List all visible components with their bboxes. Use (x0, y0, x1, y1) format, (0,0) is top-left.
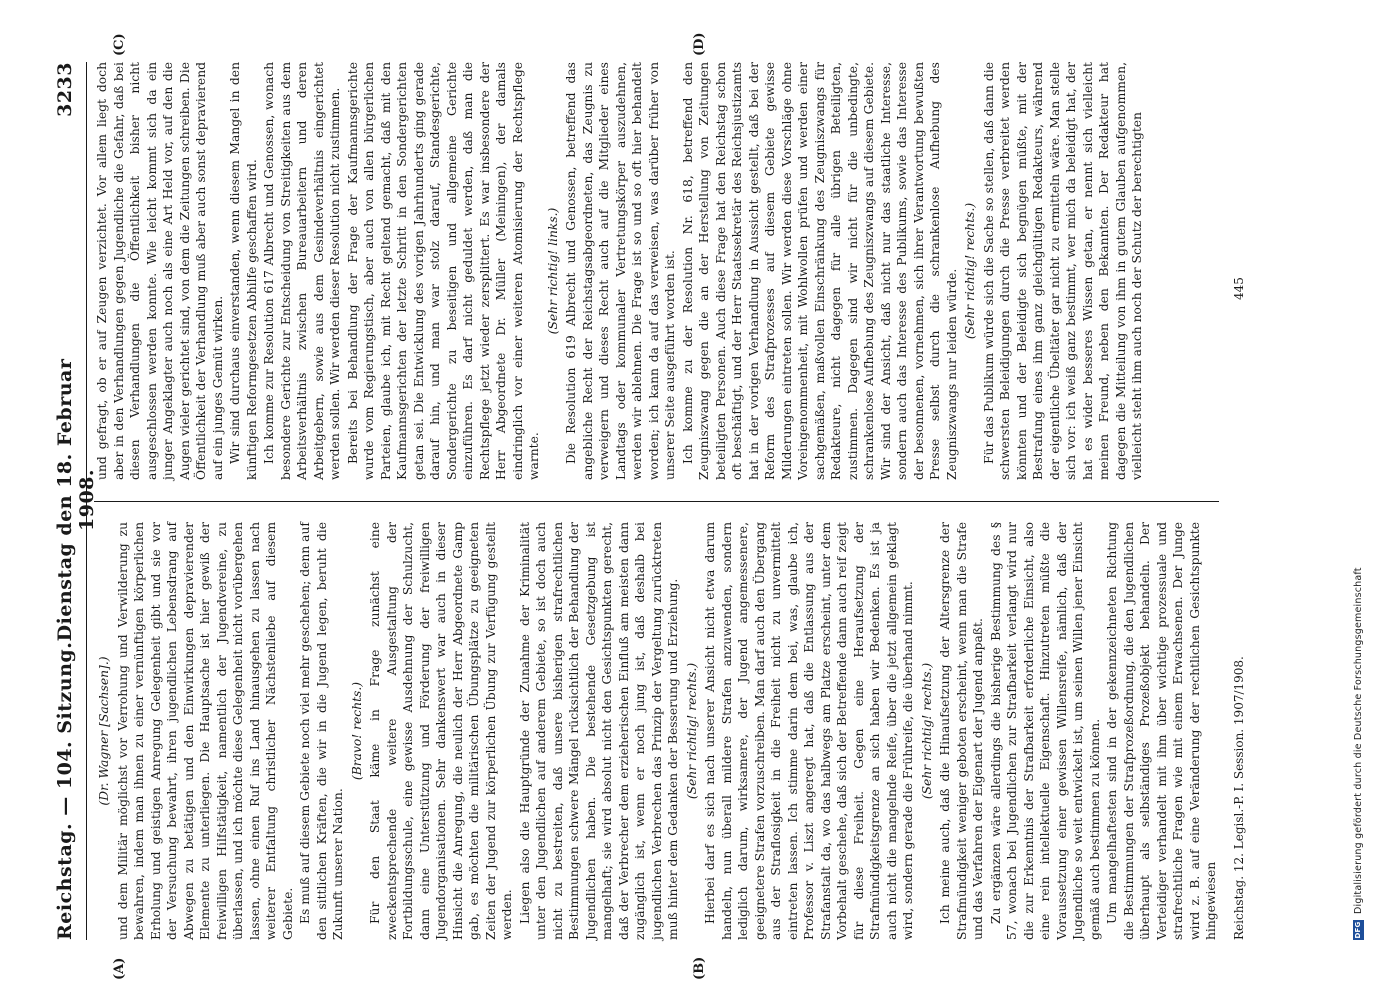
paragraph: Für das Publikum würde sich die Sache so stellen, daß dann die schwersten Beleidigungen durch die Presse verbreitet werden könnten und der Beleidigte sich begnügen müßte, mit der Bestrafung eines ihm ganz gleichgültigen Redakteurs, während der eigentliche Übeltäter gar nicht zu ermitteln wäre. Man stelle sich vor: ich weiß ganz bestimmt, wer mich da beleidigt hat, der hat es wider besseres Wissen getan, er nennt sich vielleicht meinen Freund, neben den Bekannten. Der Redakteur hat dagegen die Mitteilung von ihm in gutem Glauben aufgenommen, vielleicht steht ihm auch noch der Schutz der berechtigten (981, 62, 1144, 480)
margin-mark-a: (A) (112, 957, 127, 980)
paragraph: Hierbei darf es sich nach unserer Ansicht nicht etwa darum handeln, nun überall mildere Strafen anzuwenden, sondern lediglich darum, wirksamere, der Jugend angemessenere, geeignetere Strafen vorzuschreiben. Man darf auch den Übergang aus der Straflosigkeit in die Freiheit nicht zu unvermittelt eintreten lassen. Ich stimme darin dem bei, was, glaube ich, Professor v. Liszt angeregt hat, daß die Entlassung aus der Strafanstalt da, wo das halbwegs am Platze erscheint, unter dem Vorbehalt geschehe, daß sich der Betreffende dann auch reif zeigt für diese Freiheit. Gegen eine Heraufsetzung der Strafmündigkeitsgrenze an sich haben wir Bedenken. Es ist ja auch nicht die mangelnde Reife, über die jetzt allgemein geklagt wird, sondern gerade die Frühreife, die überhand nimmt. (703, 522, 915, 940)
remark: (Sehr richtig! links.) (545, 207, 560, 335)
header-rule (86, 62, 87, 940)
digitization-text: Digitalisierung gefördert durch die Deutsche Forschungsgemeinschaft (1353, 567, 1364, 914)
right-column (94, 62, 1147, 480)
paragraph: Die Resolution 619 Albrecht und Genossen, betreffend das angebliche Recht der Reichstagsabgeordneten, das Zeugnis zu verweigern und dieses Recht auch auf die Mitglieder eines Landtags oder kommunaler Vertretungskörper auszudehnen, werden wir ablehnen. Die Frage ist so und so oft hier behandelt worden; ich kann da auf das verweisen, was darüber früher von unserer Seite ausgeführt worden ist. (564, 62, 677, 480)
paragraph: Ich komme zu der Resolution Nr. 618, betreffend den Zeugniszwang gegen die an der Herstellung von Zeitungen beteiligten Personen. Auch diese Frage hat den Reichstag schon oft beschäftigt, und der Herr Staatssekretär des Reichsjustizamts hat in der vorigen Verhandlung in Aussicht gestellt, daß bei der Reform des Strafprozesses auf diesem Gebiete gewisse Milderungen eintreten sollen. Wir werden diese Vorschläge ohne Voreingenommenheit, mit Wohlwollen prüfen und werden einer sachgemäßen, maßvollen Einschränkung des Zeugniszwangs für Redakteure, nicht dagegen für alle übrigen Beteiligten, zustimmen. Dagegen sind wir nicht für die unbedingte, schrankenlose Aufhebung des Zeugniszwangs auf diesem Gebiete. Wir sind der Ansicht, daß nicht nur das staatliche Interesse, sondern auch das Interesse des Publikums, sowie das Interesse der besonnenen, vornehmen, sich ihrer Verantwortung bewußten Presse selbst durch die schrankenlose Aufhebung des Zeugniszwangs nur leiden würde. (680, 62, 959, 480)
remark: (Sehr richtig! rechts.) (919, 662, 934, 800)
paragraph: Liegen also die Hauptgründe der Zunahme der Kriminalität unter den Jugendlichen auf anderem Gebiete, so ist doch auch nicht zu bestreiten, daß unsere bisherigen strafrechtlichen Bestimmungen schwere Mängel rücksichtlich der Behandlung der Jugendlichen haben. Die bestehende Gesetzgebung ist mangelhaft; sie wird absolut nicht den Gesichtspunkten gerecht, daß der Verbrecher dem erzieherischen Einfluß am meisten dann zugänglich ist, wenn er noch jung ist, daß deshalb bei jugendlichen Verbrechen das Prinzip der Vergeltung zurücktreten muß hinter dem Gedanken der Besserung und Erziehung. (517, 522, 680, 940)
page-title: Reichstag. — 104. Sitzung. (54, 641, 76, 940)
dfg-logo: DFG (1354, 921, 1362, 939)
document-sheet (52, 32, 1292, 980)
signature-mark: 445 (1232, 277, 1246, 300)
digitization-note (1353, 60, 1364, 940)
column-divider (94, 501, 1219, 502)
footer-left: Reichstag. 12. Legisl.-P. I. Session. 1907/1908. (1232, 656, 1246, 940)
page-number: 3233 (54, 62, 76, 117)
page-date: Dienstag den 18. Februar 1908. (54, 358, 98, 642)
speaker-label: (Dr. Wagner [Sachsen].) (97, 656, 111, 806)
paragraph: Zu ergänzen wäre allerdings die bisherige Bestimmung des § 57, wonach bei Jugendlichen zur Strafbarkeit verlangt wird nur die zur Erkenntnis der Strafbarkeit erforderliche Einsicht, also eine rein intellektuelle Eigenschaft. Hinzutreten müßte die Voraussetzung einer gewissen Willensreife, nämlich, daß der Jugendliche so weit entwickelt ist, um seinen Willen jener Einsicht gemäß auch bestimmen zu können. (988, 522, 1102, 940)
paragraph: Ich meine auch, daß die Hinaufsetzung der Altersgrenze der Strafmündigkeit weniger geboten erscheint, wenn man die Strafe und das Verfahren der Eigenart der Jugend anpaßt. (938, 522, 985, 940)
paragraph: Bereits bei Behandlung der Frage der Kaufmannsgerichte wurde vom Regierungstisch, aber auch von allen bürgerlichen Parteien, glaube ich, mit Recht geltend gemacht, daß mit den Kaufmannsgerichten der letzte Schritt in den Sondergerichten getan sei. Die Entwicklung des vorigen Jahrhunderts ging gerade darauf hin, und man war stolz darauf, Standesgerichte, Sondergerichte zu beseitigen und allgemeine Gerichte einzuführen. Es darf nicht geduldet werden, daß man die Rechtspflege jetzt wieder zersplittert. Es war insbesondere der Herr Abgeordnete Dr. Müller (Meiningen), der damals eindringlich vor einer weiteren Atomisierung der Rechtspflege warnte. (345, 62, 541, 480)
paragraph: Wir sind durchaus einverstanden, wenn diesem Mangel in den künftigen Reformgesetzen Abhilfe geschaffen wird. (228, 62, 259, 480)
remark: (Bravo! rechts.) (349, 681, 364, 781)
margin-mark-d: (D) (692, 32, 707, 56)
paragraph: Um mangelhaftesten sind in der gekennzeichneten Richtung die Bestimmungen der Strafprozeßordnung, die den Jugendlichen überhaupt als selbständiges Prozeßobjekt behandeln. Der Verteidiger verhandelt mit ihm über wichtige prozessuale und strafrechtliche Fragen wie mit einem Erwachsenen. Der Junge wird z. B. auf eine Veränderung der rechtlichen Gesichtspunkte hingewiesen (1105, 522, 1218, 940)
paragraph: und dem Militär möglichst vor Verrohung und Verwilderung zu bewahren, indem man ihnen zu einer vernünftigen körperlichen Erholung und geistigen Anregung Gelegenheit gibt und sie vor der Versuchung bewahrt, ihren jugendlichen Lebensdrang auf Abwegen zu betätigen und den Einwirkungen depravierender Elemente zu unterliegen. Die Hauptsache ist hier gewiß der freiwilligen Hilfstätigkeit, namentlich der Jugendvereine, zu überlassen, und ich möchte diese Gelegenheit nicht vorübergehen lassen, ohne einen Ruf ins Land hinausgehen zu lassen nach weiterer Entfaltung christlicher Nächstenliebe auf diesem Gebiete. (115, 522, 295, 940)
running-head (52, 62, 98, 940)
margin-mark-b: (B) (692, 956, 707, 980)
remark: (Sehr richtig! rechts.) (963, 202, 977, 340)
remark: (Sehr richtig! rechts.) (684, 662, 699, 800)
paragraph: und gefragt, ob er auf Zeugen verzichtet. Vor allem liegt doch aber in den Verhandlungen gegen Jugendliche die Gefahr, daß bei diesen Verhandlungen die Öffentlichkeit bisher nicht ausgeschlossen werden konnte. Wie leicht kommt sich da ein junger Angeklagter auch noch als eine Art Held vor, auf den die Augen vieler gerichtet sind, von dem die Zeitungen schreiben. Die Öffentlichkeit der Verhandlung muß aber auch sonst depravierend auf ein junges Gemüt wirken. (95, 62, 225, 480)
paragraph: Ich komme zur Resolution 617 Albrecht und Genossen, wonach besondere Gerichte zur Entscheidung von Streitigkeiten aus dem Arbeitsverhältnis zwischen Bureauarbeitern und deren Arbeitgebern, sowie aus dem Gesindeverhältnis eingerichtet werden sollen. Wir werden dieser Resolution nicht zustimmen. (262, 62, 342, 480)
left-column (94, 522, 1221, 940)
margin-mark-c: (C) (112, 33, 127, 56)
paragraph: Für den Staat käme in Frage zunächst eine zweckentsprechende weitere Ausgestaltung der Fortbildungsschule, eine gewisse Ausdehnung der Schulzucht, dann eine Unterstützung und Förderung der freiwilligen Jugendorganisationen. Sehr dankenswert war auch in dieser Hinsicht die Anregung, die neulich der Herr Abgeordnete Gamp gab, es möchten die militärischen Übungsplätze zu geeigneten Zeiten der Jugend zur körperlichen Übung zur Verfügung gestellt werden. (368, 522, 514, 940)
paragraph: Es muß auf diesem Gebiete noch viel mehr geschehen; denn auf den sittlichen Kräften, die wir in die Jugend legen, beruht die Zukunft unserer Nation. (298, 522, 345, 940)
